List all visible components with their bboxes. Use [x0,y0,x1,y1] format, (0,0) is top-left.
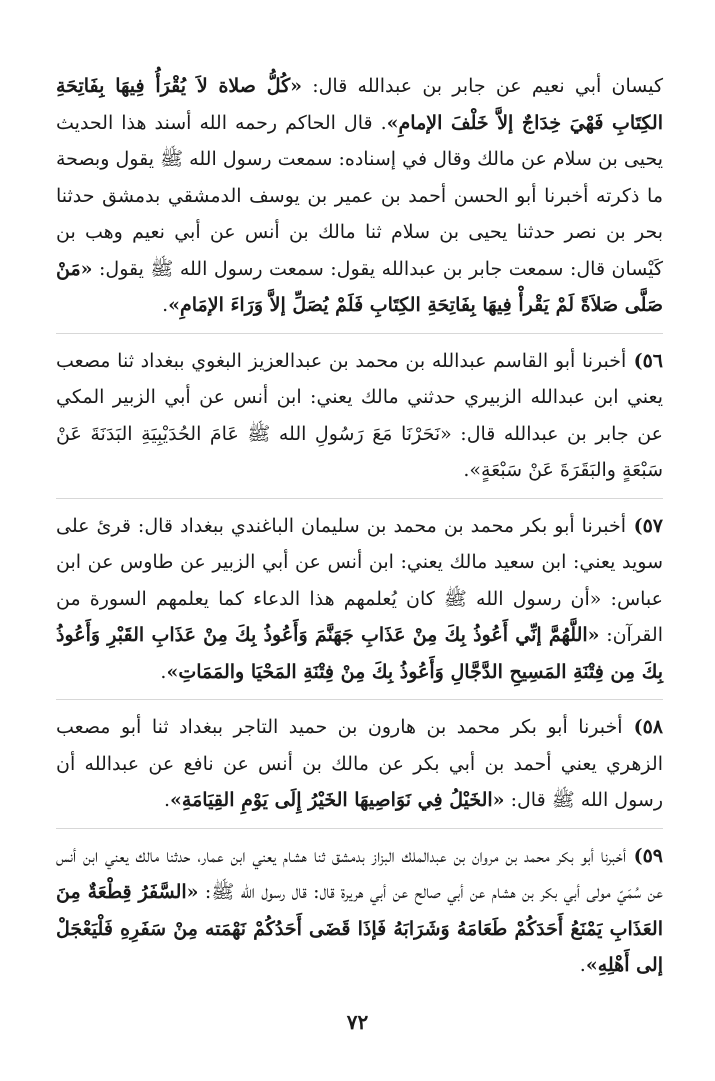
hadith-quote: «اللَّهُمَّ إنِّي أَعُوذُ بِكَ مِنْ عَذَابِ جَهَنَّمَ وَأَعُوذُ بِكَ مِنْ عَذَابِ القَبْرِ وَأَعُوذُ بِكَ مِن فِتْنَةِ المَسِيحِ الدَّجَّالِ وَأَعُوذُ بِكَ مِنْ فِتْنَةِ المَحْيَا والمَمَاتِ» [56,624,663,683]
hadith-quote: «مَنْ صَلَّى صَلاَةً لَمْ يَقْرأْ فِيهَا بِفَاتِحَةِ الكِتَابِ فَلَمْ يُصَلِّ إلاَّ وَرَاءَ الإمَامِ» [56,257,663,316]
text-run: أخبرنا أبو القاسم عبدالله بن محمد بن عبدالعزيز البغوي ببغداد ثنا مصعب يعني ابن عبدالله الزبيري حدثني مالك يعني: ابن أنس عن أبي الزبير المكي عن جابر بن عبدالله قال: «نَحَرْنَا مَعَ رَسُولِ الله ﷺ عَامَ الحُدَيْبِيَةِ البَدَنَةَ عَنْ سَبْعَةٍ والبَقَرَةَ عَنْ سَبْعَةٍ». [56,349,663,481]
text-run: أخبرنا أبو بكر محمد بن مروان بن عبدالملك البزاز بدمشق ثنا هشام يعني ابن عمار، حدثنا مالك يعني ابن أنس عن سُمَيّ مولى أبي بكر بن هشام عن أبي صالح عن أبي هريرة قال: قال رسول الله ﷺ: [56,844,663,903]
hadith-quote: «السَّفَرُ قِطْعَةٌ مِنَ العَذَابِ يَمْنَعُ أَحَدَكُمْ طَعَامَهُ وَشَرَابَهُ فَإذَا قَضَى أَحَدُكُمْ نَهْمَته مِنْ سَفَرِهِ فَلْيَعْجَلْ إلى أَهْلِهِ» [56,881,663,976]
hadith-number: ٥٦) [626,349,663,372]
paragraph-57 [56,508,663,691]
paragraph-56 [56,343,663,489]
text-run: . [579,954,586,976]
hadith-number: ٥٧) [626,514,663,537]
text-run: . [164,789,171,811]
paragraph-continuation [56,68,663,324]
hadith-number: ٥٩) [626,844,663,867]
text-run: كيسان أبي نعيم عن جابر بن عبدالله قال: [302,75,663,97]
divider [56,498,663,499]
page-number: ٧٢ [346,1010,369,1034]
paragraph-59 [56,838,663,984]
text-run: . [160,660,167,683]
text-run: أخبرنا أبو بكر محمد بن هارون بن حميد التاجر ببغداد ثنا أبو مصعب الزهري يعني أحمد بن أبي بكر عن مالك بن أنس عن نافع عن عبدالله أن رسول الله ﷺ قال: [56,716,663,811]
text-run: . قال الحاكم رحمه الله أسند هذا الحديث يحيى بن سلام عن مالك وقال في إسناده: سمعت رسول الله ﷺ يقول وبصحة ما ذكرته أخبرنا أبو الحسن أحمد بن عمير بن يوسف الدمشقي بدمشق حدثنا بحر بن نصر حدثنا يحيى بن سلام ثنا مالك بن أنس عن أبي نعيم وهب بن كَيْسان قال: سمعت جابر بن عبدالله يقول: سمعت رسول الله ﷺ يقول: [56,111,663,280]
hadith-quote: «الخَيْلُ فِي نَوَاصِيهَا الخَيْرُ إِلَى يَوْمِ القِيَامَةِ» [170,789,505,811]
text-run: . [162,294,169,316]
divider [56,699,663,700]
paragraph-58 [56,709,663,819]
divider [56,828,663,829]
divider [56,333,663,334]
hadith-quote: «كُلُّ صلاة لاَ يُقْرَأُ فِيهَا بِفَاتِحَةِ الكِتَابِ فَهْيَ خِدَاجٌ إلاَّ خَلْفَ الإمامِ» [56,75,663,134]
hadith-number: ٥٨) [622,716,663,738]
text-run: أخبرنا أبو بكر محمد بن محمد بن سليمان الباغندي ببغداد قال: قرئ على سويد يعني: ابن سعيد مالك يعني: ابن أنس عن أبي الزبير عن طاوس عن ابن عباس: «أن رسول الله ﷺ كان يُعلمهم هذا الدعاء كما يعلمهم السورة من القرآن: [56,514,663,646]
